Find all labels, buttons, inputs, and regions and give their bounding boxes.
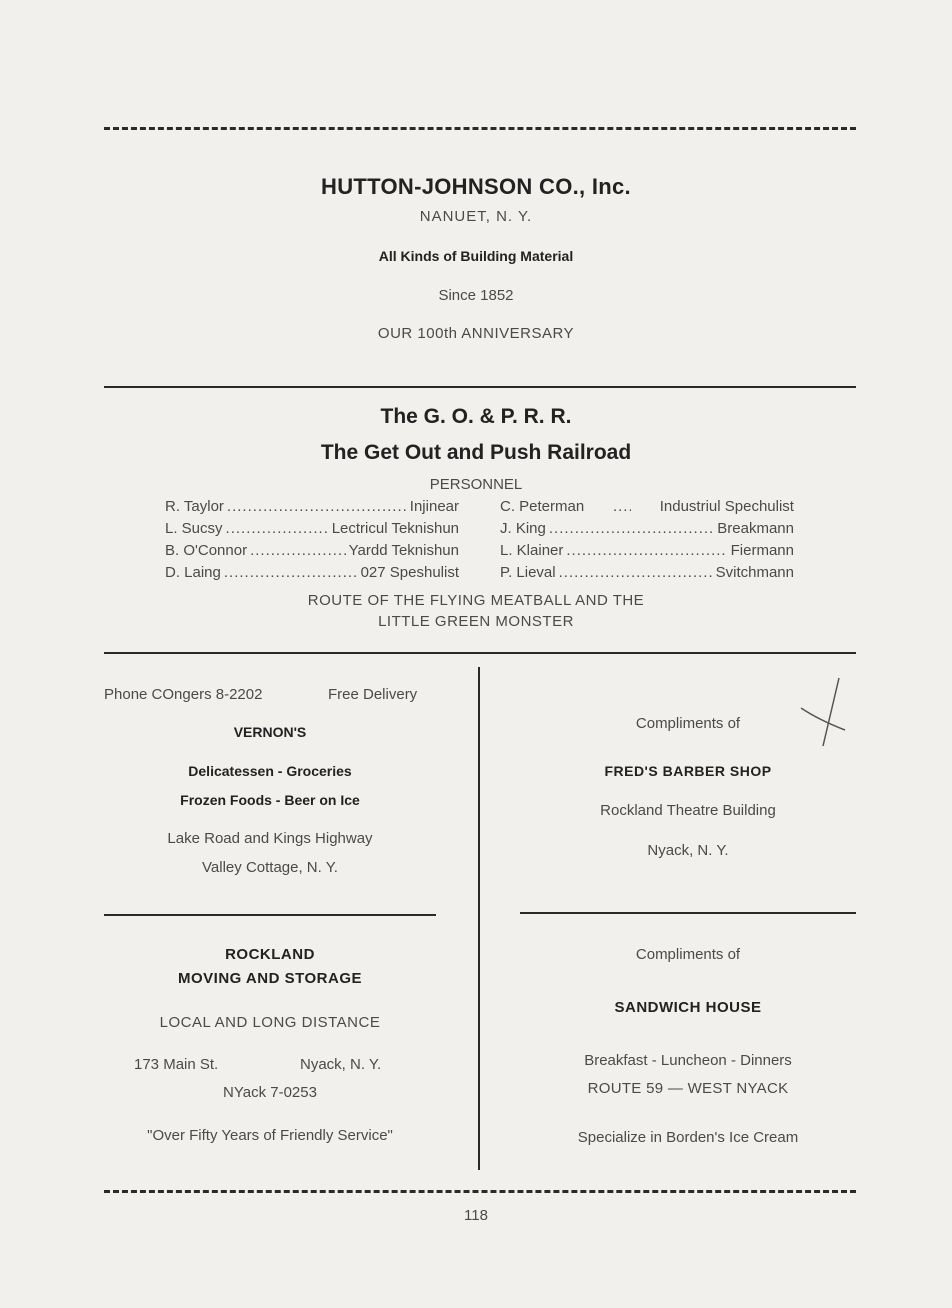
personnel-row: J. King ..... Breakmann (500, 518, 794, 540)
sandwich-route: ROUTE 59 — WEST NYACK (587, 1080, 789, 1097)
personnel-label: PERSONNEL (429, 476, 523, 493)
page-number: 118 (464, 1207, 488, 1224)
personnel-row: R. Taylor ..... Injinear (165, 496, 459, 518)
personnel-row: P. Lieval ..... Svitchmann (500, 562, 794, 584)
sandwich-compliments: Compliments of (635, 946, 741, 963)
divider (520, 912, 856, 914)
rockland-slogan: "Over Fifty Years of Friendly Service" (147, 1127, 393, 1144)
sandwich-special: Specialize in Borden's Ice Cream (577, 1129, 799, 1146)
vernons-delivery: Free Delivery (328, 686, 418, 703)
rockland-street: 173 Main St. (134, 1056, 219, 1073)
freds-city: Nyack, N. Y. (647, 842, 729, 859)
hutton-since: Since 1852 (438, 287, 514, 304)
personnel-row: C. Peterman ..... Industriul Spechulist (500, 496, 794, 518)
pen-mark-icon (795, 672, 855, 752)
rockland-city: Nyack, N. Y. (300, 1056, 382, 1073)
sandwich-meals: Breakfast - Luncheon - Dinners (584, 1052, 792, 1069)
top-dashed-rule (104, 127, 856, 130)
freds-building: Rockland Theatre Building (600, 802, 776, 819)
divider (104, 386, 856, 388)
rockland-service: LOCAL AND LONG DISTANCE (159, 1014, 381, 1031)
personnel-row: D. Laing ..... 027 Speshulist (165, 562, 459, 584)
personnel-row: B. O'Connor ..... Yardd Teknishun (165, 540, 459, 562)
personnel-left-column (165, 496, 459, 584)
personnel-right-column (500, 496, 794, 584)
personnel-row: L. Sucsy ..... Lectricul Teknishun (165, 518, 459, 540)
freds-compliments: Compliments of (635, 715, 741, 732)
vernons-address-2: Valley Cottage, N. Y. (202, 859, 338, 876)
bottom-dashed-rule (104, 1190, 856, 1193)
divider (104, 652, 856, 654)
hutton-tagline: All Kinds of Building Material (378, 248, 574, 264)
railroad-subtitle: The Get Out and Push Railroad (320, 441, 632, 464)
railroad-title: The G. O. & P. R. R. (380, 405, 572, 428)
vernons-address-1: Lake Road and Kings Highway (167, 830, 373, 847)
vernons-phone: Phone COngers 8-2202 (104, 686, 263, 703)
freds-name: FRED'S BARBER SHOP (604, 763, 772, 779)
rockland-name-2: MOVING AND STORAGE (177, 970, 362, 987)
vernons-name: VERNON'S (233, 724, 307, 740)
hutton-name: HUTTON-JOHNSON CO., Inc. (321, 174, 631, 199)
personnel-row: L. Klainer ..... Fiermann (500, 540, 794, 562)
rockland-name-1: ROCKLAND (225, 946, 315, 963)
rockland-phone: NYack 7-0253 (223, 1084, 317, 1101)
hutton-location: NANUET, N. Y. (419, 208, 533, 225)
route-line-1: ROUTE OF THE FLYING MEATBALL AND THE (307, 592, 645, 609)
vernons-line-2: Frozen Foods - Beer on Ice (180, 792, 360, 808)
vernons-line-1: Delicatessen - Groceries (188, 763, 352, 779)
hutton-anniversary: OUR 100th ANNIVERSARY (377, 325, 575, 342)
sandwich-name: SANDWICH HOUSE (614, 999, 762, 1016)
column-divider (478, 667, 480, 1170)
route-line-2: LITTLE GREEN MONSTER (378, 613, 574, 630)
divider (104, 914, 436, 916)
